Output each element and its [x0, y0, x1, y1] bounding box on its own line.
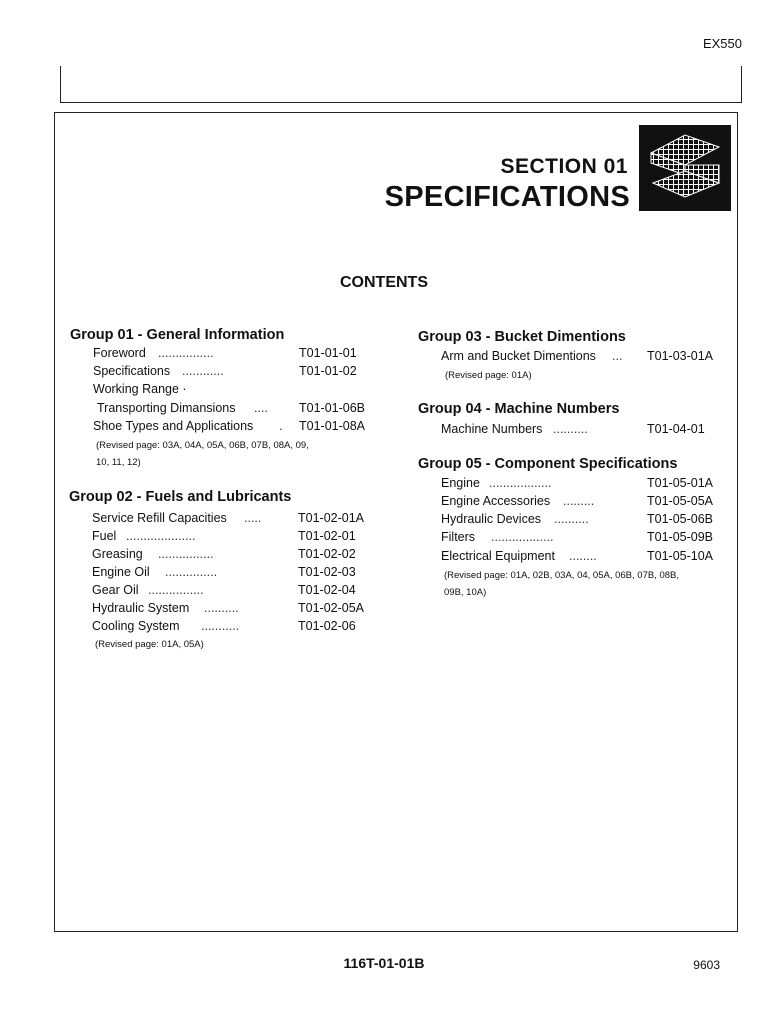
- entry-code: T01-05-05A: [647, 494, 714, 508]
- entry-dots: ....: [254, 401, 268, 415]
- footer-date-code: 9603: [693, 958, 720, 972]
- entry-dots: ...........: [201, 619, 240, 633]
- entry-label: Hydraulic Devices: [441, 512, 542, 526]
- entry-label: Shoe Types and Applications: [93, 419, 254, 433]
- entry-dots: .........: [563, 494, 595, 508]
- entry-code: T01-02-03: [298, 565, 356, 579]
- entry-dots: ..........: [554, 512, 589, 526]
- entry-label: Machine Numbers: [441, 422, 543, 436]
- entry-label: Transporting Dimansions: [97, 401, 236, 415]
- entry-code: T01-01-01: [299, 346, 357, 360]
- entry-dots: ..........: [204, 601, 239, 615]
- revised-line: (Revised page: 01A, 02B, 03A, 04, 05A, 06B, 07B, 08B,: [444, 570, 680, 581]
- footer-doc-code: 116T-01-01B: [343, 955, 425, 971]
- entry-dots: ..................: [491, 530, 554, 544]
- entry-code: T01-02-06: [298, 619, 356, 633]
- entry-label: Specifications: [93, 364, 171, 378]
- entry-label: Greasing: [92, 547, 143, 561]
- group-02-title: Group 02 - Fuels and Lubricants: [69, 489, 292, 505]
- entry-dots: ..................: [489, 476, 552, 490]
- top-frame: [60, 66, 742, 103]
- group-01-title: Group 01 - General Information: [70, 327, 285, 343]
- entry-code: T01-01-08A: [299, 419, 366, 433]
- entry-label: Electrical Equipment: [441, 549, 555, 563]
- entry-code: T01-03-01A: [647, 349, 714, 363]
- entry-dots: ........: [569, 549, 597, 563]
- revised-line: (Revised page: 03A, 04A, 05A, 06B, 07B, 08A, 09,: [96, 440, 309, 451]
- entry-label: Foreword: [93, 346, 146, 360]
- revised-line: 09B, 10A): [444, 587, 487, 598]
- section-logo-icon: [639, 125, 731, 211]
- entry-label: Working Range ·: [93, 382, 187, 396]
- revised-line: (Revised page: 01A, 05A): [95, 639, 204, 650]
- entry-code: T01-05-10A: [647, 549, 714, 563]
- entry-code: T01-01-06B: [299, 401, 366, 415]
- entry-code: T01-02-02: [298, 547, 356, 561]
- group-05-title: Group 05 - Component Specifications: [418, 456, 678, 472]
- group-03-title: Group 03 - Bucket Dimentions: [418, 329, 626, 345]
- entry-code: T01-02-04: [298, 583, 356, 597]
- entry-label: Engine Accessories: [441, 494, 551, 508]
- entry-dots: .....: [244, 511, 262, 525]
- entry-dots: .: [279, 419, 283, 433]
- entry-dots: ................: [148, 583, 204, 597]
- revised-line: (Revised page: 01A): [445, 370, 532, 381]
- entry-code: T01-02-01A: [298, 511, 365, 525]
- entry-code: T01-05-09B: [647, 530, 714, 544]
- revised-note: [96, 437, 309, 471]
- revised-note: [445, 367, 532, 384]
- entry-label: Engine Oil: [92, 565, 150, 579]
- revised-note: [95, 636, 204, 653]
- entry-label: Engine: [441, 476, 480, 490]
- revised-note: [444, 567, 679, 601]
- revised-line: 10, 11, 12): [96, 457, 141, 468]
- entry-code: T01-04-01: [647, 422, 705, 436]
- entry-code: T01-02-05A: [298, 601, 365, 615]
- entry-label: Hydraulic System: [92, 601, 190, 615]
- entry-label: Service Refill Capacities: [92, 511, 227, 525]
- contents-heading: CONTENTS: [340, 274, 428, 291]
- entry-dots: ................: [158, 346, 214, 360]
- section-number: SECTION 01: [500, 155, 628, 178]
- entry-dots: ................: [158, 547, 214, 561]
- entry-dots: ..........: [553, 422, 588, 436]
- entry-label: Cooling System: [92, 619, 180, 633]
- entry-code: T01-05-06B: [647, 512, 714, 526]
- model-label: EX550: [702, 36, 742, 51]
- entry-dots: ....................: [126, 529, 196, 543]
- section-title: SPECIFICATIONS: [384, 181, 630, 213]
- group-04-title: Group 04 - Machine Numbers: [418, 401, 620, 417]
- entry-code: T01-05-01A: [647, 476, 714, 490]
- entry-dots: ............: [182, 364, 224, 378]
- entry-code: T01-01-02: [299, 364, 357, 378]
- entry-label: Fuel: [92, 529, 117, 543]
- entry-label: Gear Oil: [92, 583, 139, 597]
- entry-label: Filters: [441, 530, 476, 544]
- entry-dots: ...: [612, 349, 623, 363]
- entry-label: Arm and Bucket Dimentions: [441, 349, 596, 363]
- entry-code: T01-02-01: [298, 529, 356, 543]
- entry-dots: ...............: [165, 565, 218, 579]
